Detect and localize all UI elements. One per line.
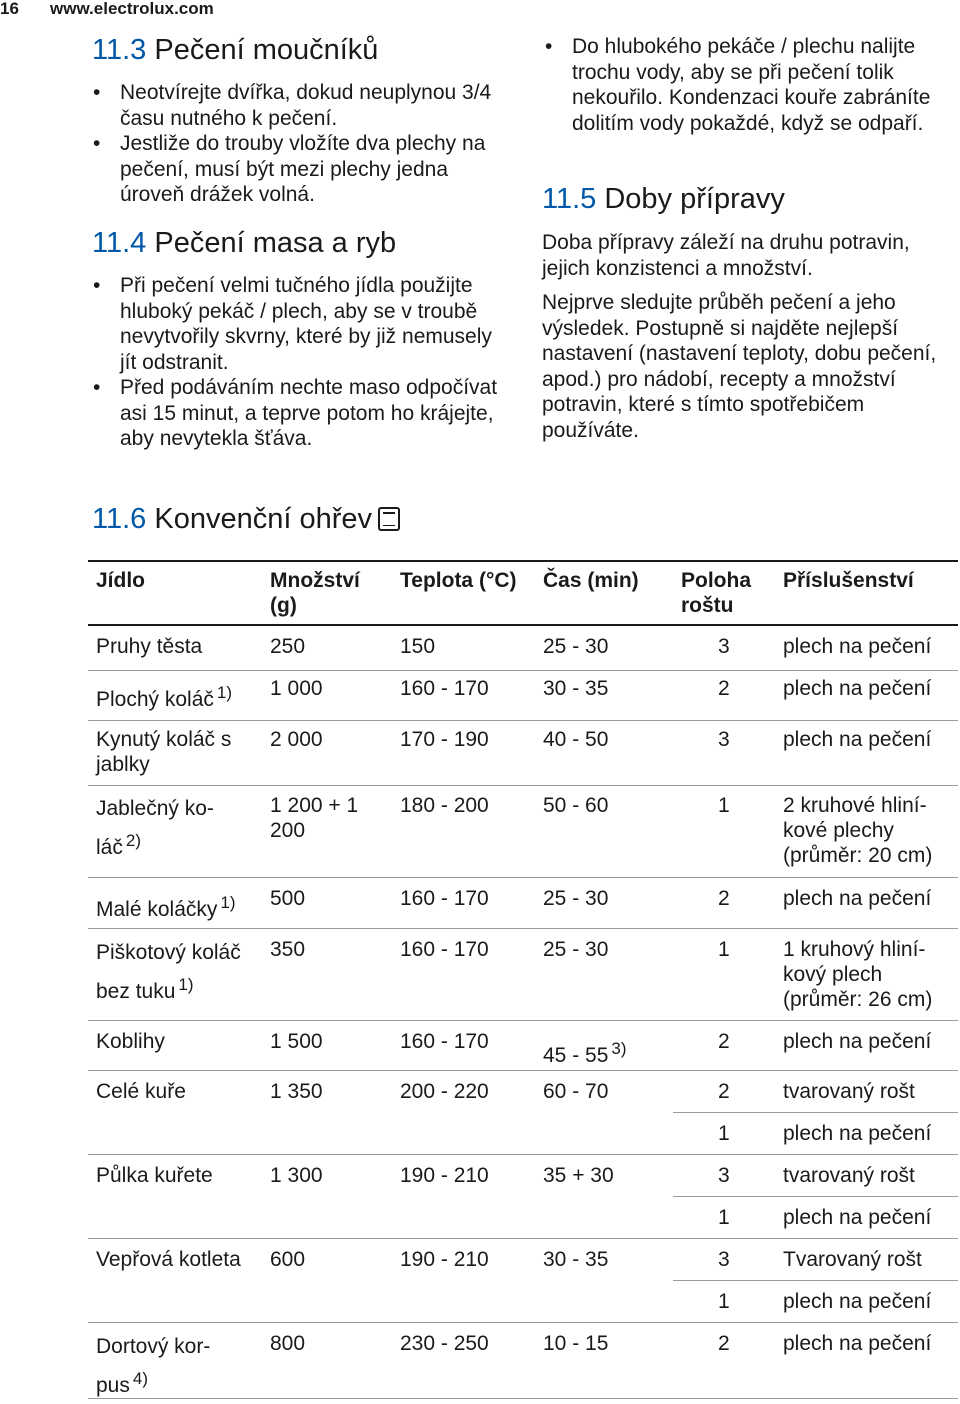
table-top-rule — [88, 560, 958, 562]
row-divider — [88, 1398, 958, 1399]
cell-accessory: plech na pečení — [783, 635, 932, 658]
cell-time: 10 - 15 — [543, 1332, 609, 1355]
cell-position: 3 — [718, 728, 730, 751]
cell-position: 1 — [718, 938, 730, 961]
list-item: • Neotvírejte dvířka, dokud neuplynou 3/4 času nutného k pečení. — [88, 80, 508, 131]
cell-time: 40 - 50 — [543, 728, 609, 751]
cell-accessory: plech na pečení — [783, 887, 932, 910]
cell-temperature: 160 - 170 — [400, 677, 489, 700]
cell-food: Dortový kor-pus $^{4)}$ — [96, 1335, 211, 1397]
cell-accessory: tvarovaný rošt — [783, 1164, 915, 1187]
cell-position: 3 — [718, 1164, 730, 1187]
row-divider — [88, 670, 958, 671]
table-header-temperature: Teplota (°C) — [400, 569, 517, 592]
footnote-marker: 4) — [132, 1369, 148, 1388]
cell-temperature: 170 - 190 — [400, 728, 489, 751]
footnote-marker: 3) — [611, 1039, 627, 1058]
cell-food: Půlka kuřete — [96, 1164, 213, 1187]
cell-accessory: tvarovaný rošt — [783, 1080, 915, 1103]
cell-accessory: plech na pečení — [783, 677, 932, 700]
cell-accessory: plech na pečení — [783, 1206, 932, 1229]
row-divider — [88, 1322, 958, 1323]
cell-time: 30 - 35 — [543, 677, 609, 700]
cell-amount: 1 200 + 1 200 — [270, 794, 359, 842]
cell-time: 45 - 55 $^{3)}$ — [543, 1039, 627, 1067]
cell-amount: 1 300 — [270, 1164, 323, 1187]
cell-amount: 1 500 — [270, 1030, 323, 1053]
bullet-list-11-3 — [88, 80, 508, 208]
cell-amount: 1 350 — [270, 1080, 323, 1103]
footnote-marker: 1) — [178, 975, 194, 994]
cell-time: 60 - 70 — [543, 1080, 609, 1103]
row-divider — [88, 928, 958, 929]
paragraph: Nejprve sledujte průběh pečení a jeho výsledek. Postupně si najděte nejlepší nastavení (nastavení teploty, dobu pečení, apod.) pro nádobí, recepty a množství potravin, které s tímto spotřebičem používáte. — [542, 291, 937, 442]
cell-accessory: 1 kruhový hliní-kový plech (průměr: 26 cm) — [783, 938, 933, 1011]
footnote-marker: 1) — [216, 683, 233, 702]
cell-position: 1 — [718, 1122, 730, 1145]
cell-food: Pruhy těsta — [96, 635, 203, 658]
cell-amount: 800 — [270, 1332, 306, 1355]
cell-food: Piškotový koláč bez tuku $^{1)}$ — [96, 941, 241, 1003]
row-subdivider — [673, 1112, 958, 1113]
row-divider — [88, 1020, 958, 1021]
cell-position: 1 — [718, 1290, 730, 1313]
footnote-marker: 2) — [125, 831, 141, 850]
section-title-11-6: 11.6 Konvenční ohřev — [92, 503, 400, 536]
section-title-11-3: 11.3 Pečení moučníků — [92, 34, 379, 66]
cell-time: 35 + 30 — [543, 1164, 614, 1187]
cell-temperature: 160 - 170 — [400, 887, 489, 910]
cell-accessory: plech na pečení — [783, 1332, 932, 1355]
section-title-11-5: 11.5 Doby přípravy — [542, 183, 785, 215]
cell-accessory: 2 kruhové hliní-kové plechy (průměr: 20 cm) — [783, 794, 933, 867]
cell-temperature: 160 - 170 — [400, 1030, 489, 1053]
cell-temperature: 230 - 250 — [400, 1332, 489, 1355]
row-subdivider — [673, 1280, 958, 1281]
cell-amount: 350 — [270, 938, 306, 961]
cell-accessory: plech na pečení — [783, 1290, 932, 1313]
cell-accessory: Tvarovaný rošt — [783, 1248, 922, 1271]
cell-position: 2 — [718, 1332, 730, 1355]
cell-temperature: 150 — [400, 635, 436, 658]
table-header-shelf-position: Poloha roštu — [681, 569, 752, 617]
page-number: 16 — [0, 0, 19, 18]
row-divider — [88, 1154, 958, 1155]
cell-position: 3 — [718, 635, 730, 658]
cell-time: 25 - 30 — [543, 635, 609, 658]
row-divider — [88, 877, 958, 878]
footnote-marker: 1) — [220, 893, 236, 912]
list-item: • Při pečení velmi tučného jídla použijte hluboký pekáč / plech, aby se v troubě nevytvořily skvrny, které by již nemusely jít odstranit. — [88, 273, 508, 375]
cell-position: 2 — [718, 1080, 730, 1103]
cell-position: 1 — [718, 1206, 730, 1229]
row-subdivider — [673, 1196, 958, 1197]
section-title-11-4: 11.4 Pečení masa a ryb — [92, 227, 397, 259]
cell-amount: 600 — [270, 1248, 306, 1271]
cell-position: 2 — [718, 887, 730, 910]
cell-food: Celé kuře — [96, 1080, 186, 1103]
cell-food: Plochý koláč $^{1)}$ — [96, 683, 233, 711]
list-item: • Do hlubokého pekáče / plechu nalijte trochu vody, aby se při pečení tolik nekouřilo. Kondenzaci kouře zabráníte dolitím vody pokaždé, když se odpaří. — [540, 34, 955, 136]
cell-amount: 2 000 — [270, 728, 323, 751]
table-header-food: Jídlo — [96, 569, 146, 592]
cell-temperature: 190 - 210 — [400, 1164, 489, 1187]
bullet-list-11-4 — [88, 273, 508, 452]
cell-accessory: plech na pečení — [783, 1122, 932, 1145]
cell-position: 2 — [718, 1030, 730, 1053]
cell-accessory: plech na pečení — [783, 1030, 932, 1053]
cell-time: 50 - 60 — [543, 794, 609, 817]
row-divider — [88, 785, 958, 786]
table-header-amount: Množství (g) — [270, 569, 360, 617]
cell-accessory: plech na pečení — [783, 728, 932, 751]
cell-time: 25 - 30 — [543, 887, 609, 910]
list-item: • Před podáváním nechte maso odpočívat asi 15 minut, a teprve potom ho krájejte, aby nevytekla šťáva. — [88, 375, 508, 452]
row-divider — [88, 720, 958, 721]
cell-food: Malé koláčky $^{1)}$ — [96, 893, 236, 921]
bullet-list-11-4-continued — [540, 34, 955, 136]
cell-temperature: 190 - 210 — [400, 1248, 489, 1271]
cell-temperature: 160 - 170 — [400, 938, 489, 961]
table-header-accessory: Příslušenství — [783, 569, 914, 592]
cell-temperature: 180 - 200 — [400, 794, 489, 817]
cell-amount: 250 — [270, 635, 306, 658]
cell-food: Kynutý koláč s jablky — [96, 728, 232, 776]
table-header-rule — [88, 624, 958, 626]
cell-food: Vepřová kotleta — [96, 1248, 241, 1271]
cell-amount: 500 — [270, 887, 306, 910]
cell-position: 3 — [718, 1248, 730, 1271]
cell-position: 2 — [718, 677, 730, 700]
paragraph: Doba přípravy záleží na druhu potravin, jejich konzistenci a množství. — [542, 231, 910, 280]
cell-food: Koblihy — [96, 1030, 165, 1053]
cell-position: 1 — [718, 794, 730, 817]
table-header-time: Čas (min) — [543, 569, 639, 592]
cell-time: 25 - 30 — [543, 938, 609, 961]
row-divider — [88, 1238, 958, 1239]
list-item: • Jestliže do trouby vložíte dva plechy na pečení, musí být mezi plechy jedna úroveň drážek volná. — [88, 131, 508, 208]
website-url: www.electrolux.com — [50, 0, 214, 18]
conventional-heat-icon — [378, 507, 400, 531]
cell-time: 30 - 35 — [543, 1248, 609, 1271]
cell-food: Jablečný ko-láč $^{2)}$ — [96, 797, 214, 859]
cell-temperature: 200 - 220 — [400, 1080, 489, 1103]
cell-amount: 1 000 — [270, 677, 323, 700]
row-divider — [88, 1070, 958, 1071]
